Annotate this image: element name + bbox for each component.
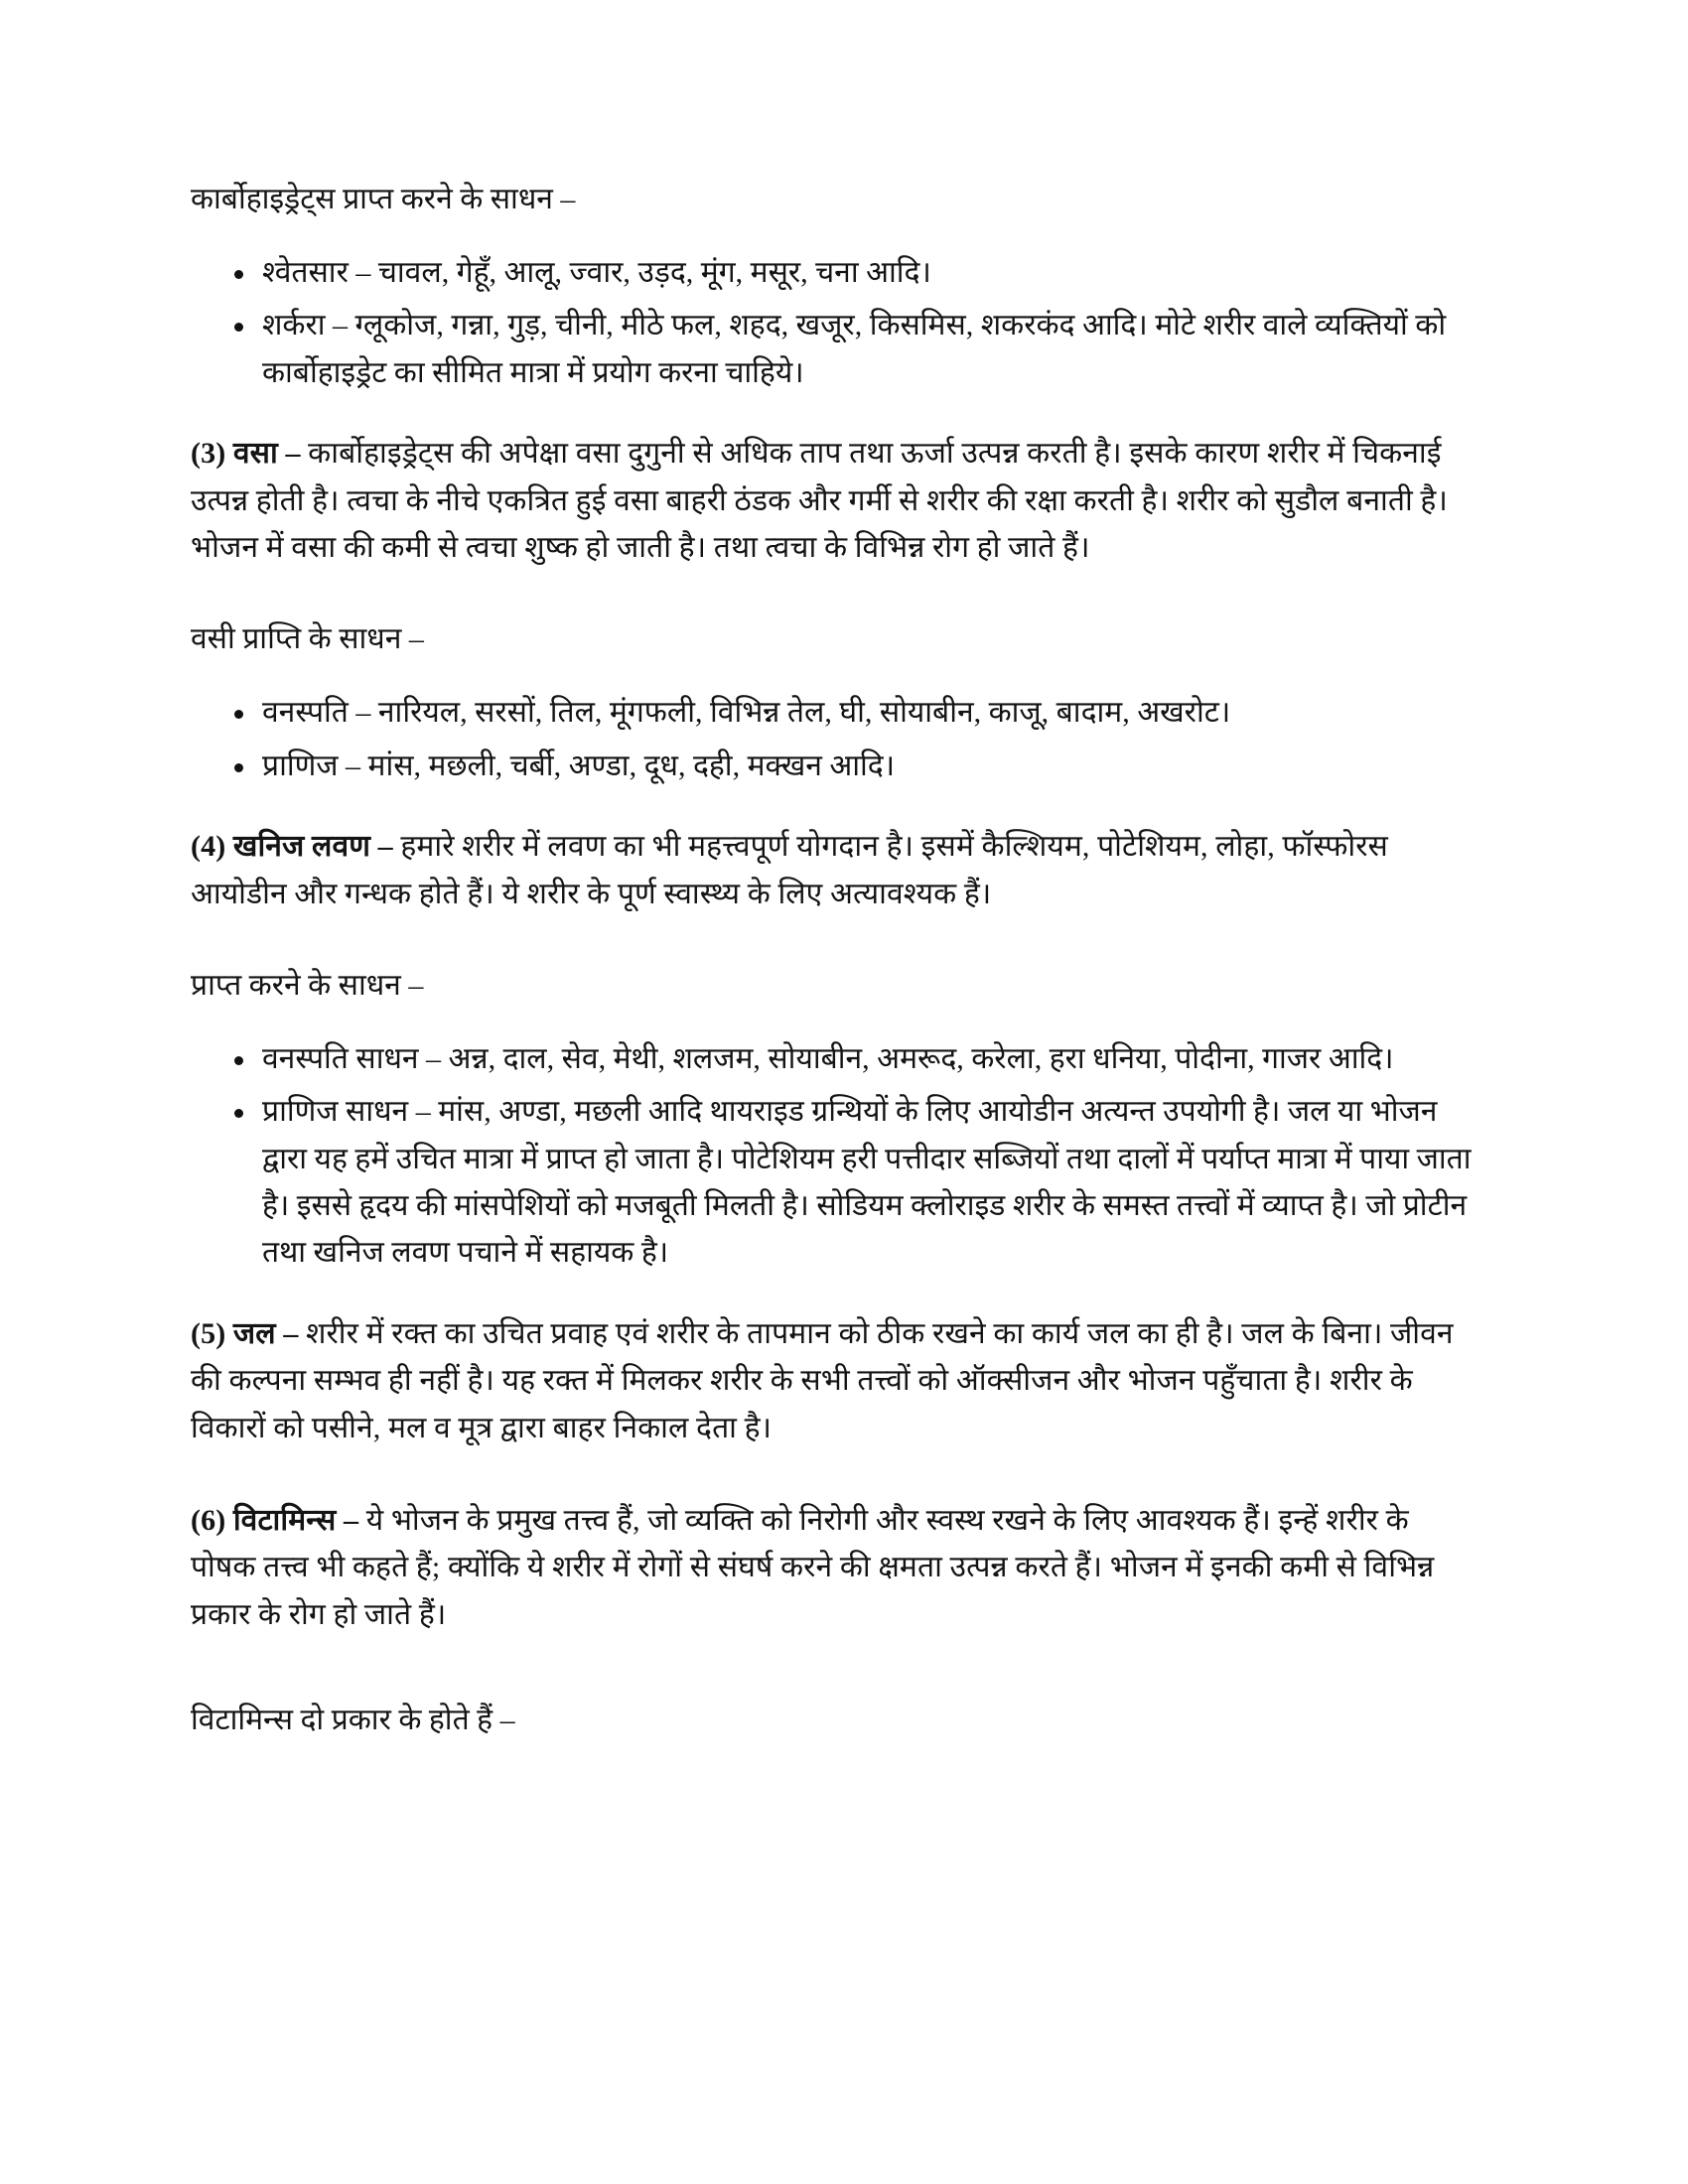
list-item-text: श्वेतसार – चावल, गेहूँ, आलू, ज्वार, उड़द, मूंग, मसूर, चना आदि।: [262, 256, 931, 289]
mineral-salts-number-label: (4): [191, 830, 226, 864]
vitamins-dash: –: [344, 1504, 359, 1538]
fat-term: वसा: [232, 437, 278, 471]
list-item: [191, 689, 1479, 736]
water-body: शरीर में रक्त का उचित प्रवाह एवं शरीर के तापमान को ठीक रखने का कार्य जल का ही है। जल के बिना। जीवन की कल्पना सम्भव ही नहीं है। यह रक्त में मिलकर शरीर के सभी तत्त्वों को ऑक्सीजन और भोजन पहुँचाता है। शरीर के विकारों को पसीने, मल व मूत्र द्वारा बाहर निकाल देता है।: [191, 1316, 1454, 1444]
carbohydrate-sources-heading: कार्बोहाइड्रेट्स प्राप्त करने के साधन –: [191, 183, 576, 215]
carbohydrate-sources-list: [191, 249, 1479, 396]
water-paragraph: [191, 1310, 1479, 1451]
mineral-salts-term: खनिज लवण: [232, 830, 371, 864]
water-dash: –: [283, 1316, 299, 1350]
list-item: [191, 302, 1479, 396]
mineral-sources-list: [191, 1035, 1479, 1277]
list-item: [191, 249, 1479, 296]
list-item-text: प्राणिज साधन – मांस, अण्डा, मछली आदि थायराइड ग्रन्थियों के लिए आयोडीन अत्यन्त उपयोगी है। जल या भोजन द्वारा यह हमें उचित मात्रा में प्राप्त हो जाता है। पोटेशियम हरी पत्तीदार सब्जियों तथा दालों में पर्याप्त मात्रा में पाया जाता है। इससे हृदय की मांसपेशियों को मजबूती मिलती है। सोडियम क्लोराइड शरीर के समस्त तत्त्वों में व्याप्त है। जो प्रोटीन तथा खनिज लवण पचाने में सहायक है।: [262, 1095, 1472, 1270]
mineral-sources-heading: प्राप्त करने के साधन –: [191, 968, 424, 1002]
fat-sources-heading: वसी प्राप्ति के साधन –: [191, 622, 424, 656]
vitamins-term: विटामिन्स: [232, 1504, 337, 1538]
fat-paragraph: [191, 430, 1479, 571]
fat-dash: –: [285, 437, 301, 471]
list-item-text: वनस्पति – नारियल, सरसों, तिल, मूंगफली, विभिन्न तेल, घी, सोयाबीन, काजू, बादाम, अखरोट।: [262, 696, 1231, 730]
fat-sources-list: [191, 689, 1479, 789]
fat-number-label: (3): [191, 437, 226, 471]
list-item-text: शर्करा – ग्लूकोज, गन्ना, गुड़, चीनी, मीठे फल, शहद, खजूर, किसमिस, शकरकंद आदि। मोटे शरीर वाले व्यक्तियों को कार्बोहाइड्रेट का सीमित मात्रा में प्रयोग करना चाहिये।: [262, 309, 1447, 389]
spacer: [191, 1485, 1479, 1497]
vitamins-body: ये भोजन के प्रमुख तत्त्व हैं, जो व्यक्ति को निरोगी और स्वस्थ रखने के लिए आवश्यक हैं। इन्हें शरीर के पोषक तत्त्व भी कहते हैं; क्योंकि ये शरीर में रोगों से संघर्ष करने की क्षमता उत्पन्न करते हैं। भोजन में इनकी कमी से विभिन्न प्रकार के रोग हो जाते हैं।: [191, 1504, 1435, 1631]
mineral-salts-dash: –: [377, 830, 393, 864]
document-body: [191, 177, 1479, 1742]
spacer: [191, 605, 1479, 616]
mineral-salts-body: हमारे शरीर में लवण का भी महत्त्वपूर्ण योगदान है। इसमें कैल्शियम, पोटेशियम, लोहा, फॉस्फोरस आयोडीन और गन्धक होते हैं। ये शरीर के पूर्ण स्वास्थ्य के लिए अत्यावश्यक हैं।: [191, 830, 1388, 910]
spacer: [191, 1672, 1479, 1698]
list-item: [191, 743, 1479, 789]
vitamins-paragraph: [191, 1497, 1479, 1638]
fat-body: कार्बोहाइड्रेट्स की अपेक्षा वसा दुगुनी से अधिक ताप तथा ऊर्जा उत्पन्न करती है। इसके कारण शरीर में चिकनाई उत्पन्न होती है। त्वचा के नीचे एकत्रित हुई वसा बाहरी ठंडक और गर्मी से शरीर की रक्षा करती है। शरीर को सुडौल बनाती है। भोजन में वसा की कमी से त्वचा शुष्क हो जाती है। तथा त्वचा के विभिन्न रोग हो जाते हैं।: [191, 437, 1448, 564]
mineral-salts-paragraph: [191, 823, 1479, 917]
vitamin-types-heading: विटामिन्स दो प्रकार के होते हैं –: [191, 1704, 515, 1737]
water-number-label: (5): [191, 1316, 226, 1350]
list-item: [191, 1035, 1479, 1082]
vitamins-number-label: (6): [191, 1504, 226, 1538]
list-item-text: प्राणिज – मांस, मछली, चर्बी, अण्डा, दूध, दही, मक्खन आदि।: [262, 749, 896, 782]
list-item: [191, 1088, 1479, 1277]
water-term: जल: [232, 1316, 276, 1350]
spacer: [191, 951, 1479, 963]
list-item-text: वनस्पति साधन – अन्न, दाल, सेव, मेथी, शलजम, सोयाबीन, अमरूद, करेला, हरा धनिया, पोदीना, गाजर आदि।: [262, 1041, 1394, 1075]
